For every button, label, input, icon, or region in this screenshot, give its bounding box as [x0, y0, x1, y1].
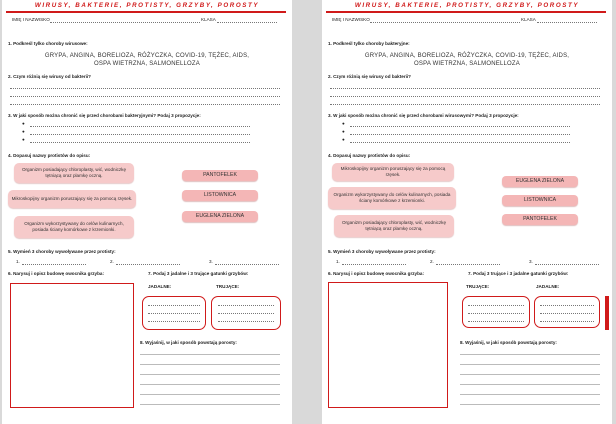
protist-name-3[interactable]: EUGLENA ZIELONA	[182, 211, 258, 222]
edible-header: JADALNE:	[148, 284, 172, 289]
class-field[interactable]	[217, 22, 277, 23]
protist-name-1[interactable]: EUGLENA ZIELONA	[502, 176, 578, 187]
class-field[interactable]	[537, 22, 597, 23]
answer-line[interactable]	[460, 364, 600, 365]
answer-line[interactable]	[10, 88, 280, 89]
answer-line[interactable]	[148, 313, 200, 314]
answer-line[interactable]	[30, 134, 250, 135]
answer-line[interactable]	[116, 264, 180, 265]
edible-header: JADALNE:	[536, 284, 560, 289]
answer-line[interactable]	[148, 305, 200, 306]
answer-line[interactable]	[460, 374, 600, 375]
question-4: 4. Dopasuj nazwy protistów do opisu:	[8, 153, 91, 158]
answer-line[interactable]	[218, 321, 274, 322]
answer-line[interactable]	[140, 364, 280, 365]
answer-line[interactable]	[468, 305, 524, 306]
answer-line[interactable]	[330, 96, 600, 97]
worksheet-page-a	[2, 0, 292, 424]
answer-line[interactable]	[460, 404, 600, 405]
answer-line[interactable]	[140, 374, 280, 375]
answer-line[interactable]	[350, 126, 570, 127]
answer-line[interactable]	[218, 305, 274, 306]
question-1: 1. Podkreśl tylko choroby bakteryjne:	[328, 41, 410, 46]
protist-description-2[interactable]: Organizm wykorzystywany do celów kulinarnych, posiada ściany komórkowe z krzemionki.	[328, 187, 456, 209]
answer-line[interactable]	[215, 264, 279, 265]
answer-line[interactable]	[350, 134, 570, 135]
class-label: KLASA	[201, 17, 216, 22]
answer-number: 3.	[529, 259, 533, 264]
bullet-icon: ●	[342, 121, 345, 126]
answer-line[interactable]	[468, 313, 524, 314]
bullet-icon: ●	[22, 137, 25, 142]
question-8: 8. Wyjaśnij, w jaki sposób powstają porosty:	[460, 340, 557, 345]
drawing-box[interactable]	[10, 283, 134, 408]
answer-line[interactable]	[460, 384, 600, 385]
answer-line[interactable]	[540, 305, 594, 306]
name-field[interactable]	[50, 22, 200, 23]
protist-name-2[interactable]: LISTOWNICA	[182, 190, 258, 201]
poisonous-header: TRUJĄCE:	[466, 284, 490, 289]
bullet-icon: ●	[22, 129, 25, 134]
answer-number: 1.	[336, 259, 340, 264]
answer-line[interactable]	[330, 88, 600, 89]
answer-line[interactable]	[218, 313, 274, 314]
answer-line[interactable]	[10, 104, 280, 105]
protist-name-3[interactable]: PANTOFELEK	[502, 214, 578, 225]
answer-line[interactable]	[22, 264, 86, 265]
answer-line[interactable]	[30, 142, 250, 143]
question-7: 7. Podaj 3 jadalne i 3 trujące gatunki grzybów:	[148, 271, 249, 276]
question-7: 7. Podaj 3 trujące i 3 jadalne gatunki grzybów:	[468, 271, 569, 276]
question-2: 2. Czym różnią się wirusy od bakterii?	[328, 74, 411, 79]
mushroom-answer-box-left[interactable]	[462, 296, 530, 328]
answer-line[interactable]	[460, 354, 600, 355]
question-4: 4. Dopasuj nazwy protistów do opisu:	[328, 153, 411, 158]
disease-list-line-2: OSPA WIETRZNA, SALMONELLOZA	[94, 61, 200, 67]
name-field[interactable]	[370, 22, 520, 23]
title-underline	[326, 11, 606, 13]
disease-list-line-1: GRYPA, ANGINA, BORELIOZA, RÓŻYCZKA, COVID-19, TĘŻEC, AIDS,	[44, 53, 250, 59]
box-accent-bar	[605, 296, 609, 330]
answer-line[interactable]	[436, 264, 500, 265]
worksheet-title: WIRUSY, BAKTERIE, PROTISTY, GRZYBY, POROSTY	[354, 2, 580, 9]
disease-list-line-2: OSPA WIETRZNA, SALMONELLOZA	[414, 61, 520, 67]
answer-line[interactable]	[540, 321, 594, 322]
question-6: 6. Narysuj i opisz budowę owocnika grzyba:	[328, 271, 424, 276]
disease-list-line-1: GRYPA, ANGINA, BORELIOZA, RÓŻYCZKA, COVID-19, TĘŻEC, AIDS,	[364, 53, 570, 59]
worksheet-page-b	[322, 0, 612, 424]
protist-description-3[interactable]: Organizm wykorzystywany do celów kulinarnych, posiada ściany komórkowe z krzemionki.	[14, 216, 134, 238]
answer-number: 3.	[209, 259, 213, 264]
drawing-box[interactable]	[328, 282, 448, 408]
answer-line[interactable]	[540, 313, 594, 314]
answer-number: 1.	[16, 259, 20, 264]
title-underline	[6, 11, 286, 13]
question-1: 1. Podkreśl tylko choroby wirusowe:	[8, 41, 88, 46]
answer-line[interactable]	[30, 126, 250, 127]
question-3: 3. W jaki sposób można chronić się przed chorobami bakteryjnymi? Podaj 3 propozycje:	[8, 113, 201, 118]
answer-line[interactable]	[10, 96, 280, 97]
protist-name-1[interactable]: PANTOFELEK	[182, 170, 258, 181]
name-label: IMIĘ I NAZWISKO	[332, 17, 370, 22]
answer-line[interactable]	[148, 321, 200, 322]
answer-line[interactable]	[140, 404, 280, 405]
answer-line[interactable]	[468, 321, 524, 322]
mushroom-answer-box-right[interactable]	[534, 296, 600, 328]
answer-line[interactable]	[460, 394, 600, 395]
answer-line[interactable]	[140, 394, 280, 395]
protist-description-2[interactable]: Mikroskopijny organizm poruszający się za pomocą rzęsek.	[8, 190, 136, 208]
answer-line[interactable]	[350, 142, 570, 143]
answer-number: 2.	[430, 259, 434, 264]
answer-line[interactable]	[342, 264, 406, 265]
question-5: 5. Wymień 3 choroby wywoływane przez protisty:	[8, 249, 116, 254]
question-3: 3. W jaki sposób można chronić się przed chorobami wirusowymi? Podaj 3 propozycje:	[328, 113, 519, 118]
question-5: 5. Wymień 3 choroby wywoływane przez protisty:	[328, 249, 436, 254]
question-2: 2. Czym różnią się wirusy od bakterii?	[8, 74, 91, 79]
worksheet-title: WIRUSY, BAKTERIE, PROTISTY, GRZYBY, POROSTY	[34, 2, 260, 9]
question-6: 6. Narysuj i opisz budowę owocnika grzyba:	[8, 271, 104, 276]
protist-description-3[interactable]: Organizm posiadający chloroplasty, wić, wodniczkę tętniącą oraz plamkę oczną.	[334, 215, 454, 237]
answer-number: 2.	[110, 259, 114, 264]
protist-description-1[interactable]: Mikroskopijny organizm poruszający się za pomocą rzęsek.	[332, 163, 454, 181]
question-8: 8. Wyjaśnij, w jaki sposób powstają porosty:	[140, 340, 237, 345]
answer-line[interactable]	[140, 354, 280, 355]
class-label: KLASA	[521, 17, 536, 22]
protist-name-2[interactable]: LISTOWNICA	[502, 195, 578, 206]
answer-line[interactable]	[535, 264, 599, 265]
answer-line[interactable]	[330, 104, 600, 105]
bullet-icon: ●	[22, 121, 25, 126]
poisonous-header: TRUJĄCE:	[216, 284, 240, 289]
bullet-icon: ●	[342, 129, 345, 134]
name-label: IMIĘ I NAZWISKO	[12, 17, 50, 22]
answer-line[interactable]	[140, 384, 280, 385]
bullet-icon: ●	[342, 137, 345, 142]
protist-description-1[interactable]: Organizm posiadający chloroplasty, wić, wodniczkę tętniącą oraz plamkę oczną.	[14, 163, 134, 183]
